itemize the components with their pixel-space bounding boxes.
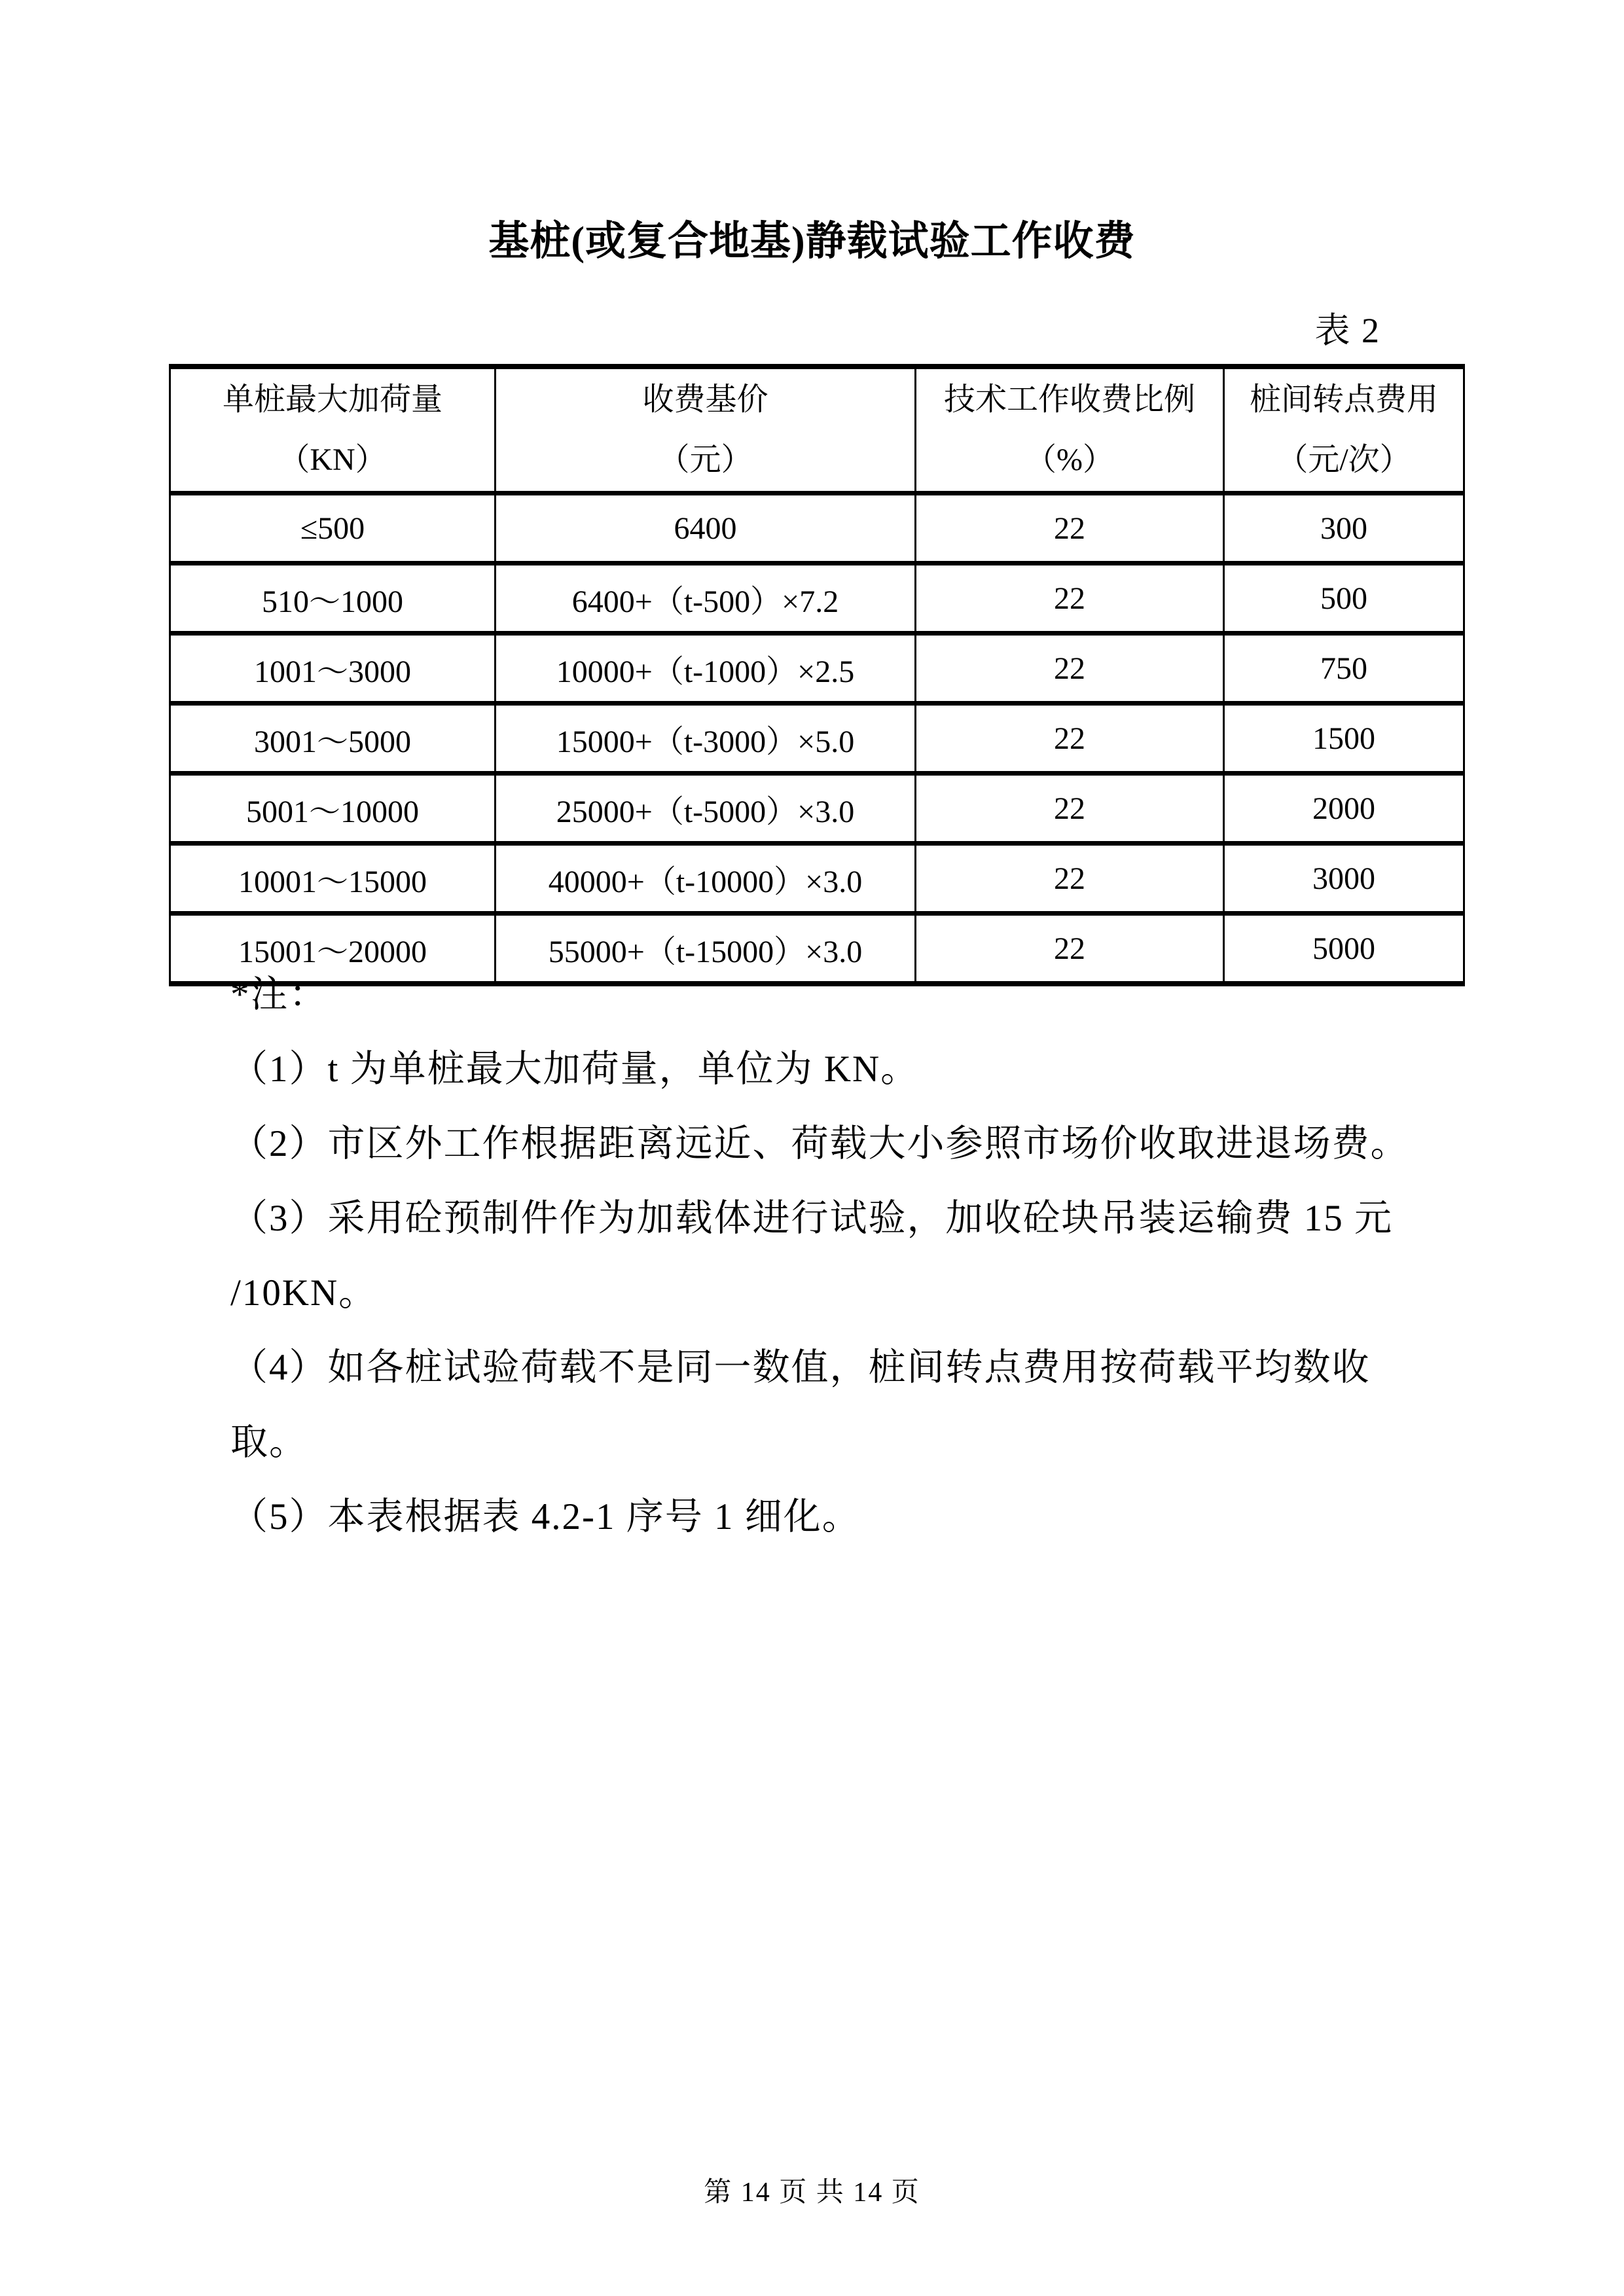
table-cell: 22 xyxy=(916,493,1224,564)
note-line: （5）本表根据表 4.2-1 序号 1 细化。 xyxy=(230,1496,861,1537)
table-header-line: （元） xyxy=(658,442,753,477)
table-cell: 750 xyxy=(1224,634,1464,704)
table-cell: 10000+（t-1000）×2.5 xyxy=(496,634,916,704)
table-header-cell xyxy=(496,367,916,493)
note-line: *注： xyxy=(230,974,328,1015)
table-header-line: （%） xyxy=(1025,442,1114,477)
table-row xyxy=(170,634,1464,704)
table-cell: 300 xyxy=(1224,493,1464,564)
table-cell: 1500 xyxy=(1224,704,1464,774)
table-header-cell xyxy=(916,367,1224,493)
note-line: 取。 xyxy=(230,1422,308,1463)
fee-table-header xyxy=(170,367,1464,493)
fee-table-body xyxy=(170,493,1464,984)
table-cell: 15001～20000 xyxy=(170,914,496,984)
table-header-line: （元/次） xyxy=(1276,442,1411,477)
table-cell: 22 xyxy=(916,914,1224,984)
table-row xyxy=(170,704,1464,774)
note-line: （2）市区外工作根据距离远近、荷载大小参照市场价收取进退场费。 xyxy=(230,1123,1409,1164)
note-line: （4）如各桩试验荷载不是同一数值，桩间转点费用按荷载平均数收 xyxy=(230,1347,1371,1388)
table-cell: 10001～15000 xyxy=(170,844,496,914)
table-cell: 25000+（t-5000）×3.0 xyxy=(496,774,916,844)
table-cell: 5000 xyxy=(1224,914,1464,984)
notes-section xyxy=(230,958,1461,1554)
table-cell: 22 xyxy=(916,844,1224,914)
table-cell: ≤500 xyxy=(170,493,496,564)
table-cell: 6400+（t-500）×7.2 xyxy=(496,564,916,634)
note-line: /10KN。 xyxy=(230,1272,378,1314)
table-header-line: 桩间转点费用 xyxy=(1249,382,1438,417)
table-cell: 55000+（t-15000）×3.0 xyxy=(496,914,916,984)
table-cell: 3000 xyxy=(1224,844,1464,914)
table-cell: 15000+（t-3000）×5.0 xyxy=(496,704,916,774)
page-title: 基桩(或复合地基)静载试验工作收费 xyxy=(488,219,1136,264)
table-header-line: （KN） xyxy=(278,442,387,477)
table-header-row xyxy=(170,367,1464,493)
table-row xyxy=(170,564,1464,634)
table-header-line: 收费基价 xyxy=(642,382,768,417)
table-cell: 6400 xyxy=(496,493,916,564)
table-cell: 22 xyxy=(916,704,1224,774)
table-cell: 22 xyxy=(916,564,1224,634)
table-cell: 5001～10000 xyxy=(170,774,496,844)
table-cell: 500 xyxy=(1224,564,1464,634)
table-row xyxy=(170,493,1464,564)
page-footer: 第 14 页 共 14 页 xyxy=(704,2178,920,2208)
table-cell: 22 xyxy=(916,774,1224,844)
table-number-label: 表 2 xyxy=(1314,311,1380,350)
table-cell: 3001～5000 xyxy=(170,704,496,774)
table-cell: 510～1000 xyxy=(170,564,496,634)
table-header-line: 技术工作收费比例 xyxy=(943,382,1195,417)
fee-table xyxy=(169,364,1465,986)
table-row xyxy=(170,774,1464,844)
table-row xyxy=(170,844,1464,914)
note-line: （1）t 为单桩最大加荷量，单位为 KN。 xyxy=(230,1049,920,1090)
table-header-cell xyxy=(1224,367,1464,493)
table-cell: 2000 xyxy=(1224,774,1464,844)
table-cell: 22 xyxy=(916,634,1224,704)
table-header-line: 单桩最大加荷量 xyxy=(222,382,442,417)
table-cell: 1001～3000 xyxy=(170,634,496,704)
note-line: （3）采用砼预制件作为加载体进行试验，加收砼块吊装运输费 15 元 xyxy=(230,1198,1393,1239)
table-cell: 40000+（t-10000）×3.0 xyxy=(496,844,916,914)
table-header-cell xyxy=(170,367,496,493)
